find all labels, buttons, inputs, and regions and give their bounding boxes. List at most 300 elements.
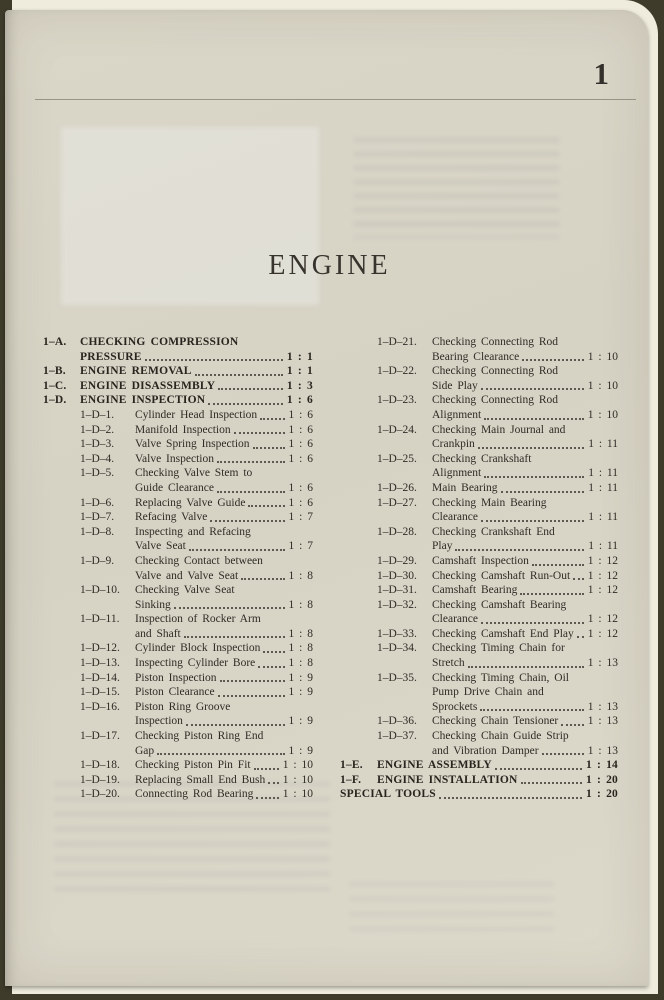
toc-entry-text: Replacing Valve Guide xyxy=(135,496,246,509)
toc-line xyxy=(43,787,313,802)
toc-entry-text: PRESSURE xyxy=(80,350,142,363)
toc-entry-text: Checking Connecting Rod xyxy=(432,365,559,378)
toc-line xyxy=(340,583,618,598)
toc-entry-text: CHECKING COMPRESSION xyxy=(80,336,239,348)
toc-entry-text: Inspecting and Refacing xyxy=(135,525,251,538)
toc-entry-text: Valve Seat xyxy=(135,540,186,553)
toc-entry-text: ENGINE INSTALLATION xyxy=(377,773,518,786)
toc-entry-text: ENGINE REMOVAL xyxy=(80,365,192,378)
toc-entry xyxy=(43,452,313,467)
toc-entry-label: 1–D–22. xyxy=(377,365,417,378)
toc-line xyxy=(340,437,618,452)
toc-entry-text: Cylinder Block Inspection xyxy=(135,642,261,655)
toc-entry-text: Alignment xyxy=(432,408,482,421)
toc-entry-text: Play xyxy=(432,540,453,553)
toc-line xyxy=(340,379,618,394)
toc-entry-text: Bearing Clearance xyxy=(432,350,520,363)
toc-entry-label: 1–D–17. xyxy=(80,730,120,743)
toc-page-ref: 1 : 12 xyxy=(587,554,618,567)
toc-line xyxy=(43,350,313,365)
dot-leader xyxy=(561,724,584,726)
toc-entry xyxy=(43,656,313,671)
toc-line xyxy=(43,714,313,729)
dot-leader xyxy=(577,636,584,638)
toc-page-ref: 1 : 6 xyxy=(288,438,313,451)
dot-leader xyxy=(145,359,283,361)
toc-entry-text: Valve and Valve Seat xyxy=(135,569,239,582)
dot-leader xyxy=(480,709,583,711)
dot-leader xyxy=(501,491,585,493)
toc-entry-label: 1–D–21. xyxy=(377,336,417,348)
dot-leader xyxy=(258,666,284,668)
toc-entry xyxy=(340,773,618,788)
toc-entry-label: 1–B. xyxy=(43,365,66,378)
toc-entry-label: 1–D–31. xyxy=(377,584,417,597)
toc-entry-text: Sprockets xyxy=(432,700,478,713)
toc-entry xyxy=(43,525,313,554)
toc-entry xyxy=(340,641,618,670)
toc-line xyxy=(43,335,313,350)
toc-line xyxy=(340,496,618,511)
toc-line xyxy=(340,452,618,467)
toc-page-ref: 1 : 14 xyxy=(585,759,618,772)
toc-entry xyxy=(340,569,618,584)
toc-page-ref: 1 : 12 xyxy=(587,584,618,597)
toc-entry-label: 1–D–20. xyxy=(80,788,120,801)
toc-entry-text: Checking Camshaft Run-Out xyxy=(432,569,571,582)
toc-line xyxy=(340,481,618,496)
toc-line xyxy=(43,569,313,584)
toc-page-ref: 1 : 10 xyxy=(587,379,618,392)
toc-entry xyxy=(340,714,618,729)
toc-entry xyxy=(340,481,618,496)
toc-entry xyxy=(43,364,313,379)
toc-page-ref: 1 : 11 xyxy=(588,511,618,524)
toc-entry-label: 1–D–5. xyxy=(80,467,115,480)
toc-entry-label: 1–D–2. xyxy=(80,423,115,436)
dot-leader xyxy=(481,388,584,390)
dot-leader xyxy=(484,476,584,478)
toc-entry-text: Checking Main Bearing xyxy=(432,496,547,509)
toc-entry-text: Side Play xyxy=(432,379,478,392)
toc-entry-label: 1–D–35. xyxy=(377,671,417,684)
dot-leader xyxy=(157,753,284,755)
toc-page-ref: 1 : 11 xyxy=(588,540,618,553)
toc-line xyxy=(340,685,618,700)
toc-entry-label: 1–D–12. xyxy=(80,642,120,655)
toc-line xyxy=(340,335,618,350)
dot-leader xyxy=(218,695,285,697)
toc-entry-label: 1–D–7. xyxy=(80,511,115,524)
dot-leader xyxy=(263,651,284,653)
dot-leader xyxy=(217,491,285,493)
toc-page-ref: 1 : 10 xyxy=(587,408,618,421)
toc-line xyxy=(43,700,313,715)
toc-entry xyxy=(43,758,313,773)
toc-entry xyxy=(340,335,618,364)
toc-page-ref: 1 : 8 xyxy=(288,657,313,670)
toc-entry-label: 1–D–13. xyxy=(80,657,120,670)
dot-leader xyxy=(195,374,283,376)
toc-line xyxy=(340,408,618,423)
toc-page-ref: 1 : 7 xyxy=(288,511,313,524)
toc-entry-label: 1–D–23. xyxy=(377,394,417,407)
toc-line xyxy=(340,758,618,773)
dot-leader xyxy=(220,680,285,682)
toc-line xyxy=(340,700,618,715)
toc-page-ref: 1 : 6 xyxy=(288,496,313,509)
toc-line xyxy=(340,787,618,802)
toc-entry-text: Piston Inspection xyxy=(135,671,217,684)
toc-page-ref: 1 : 1 xyxy=(286,365,313,378)
toc-page-ref: 1 : 10 xyxy=(587,350,618,363)
toc-entry-text: Refacing Valve xyxy=(135,511,208,524)
toc-entry-text: Checking Chain Guide Strip xyxy=(432,730,569,743)
dot-leader xyxy=(254,768,279,770)
toc-line xyxy=(340,671,618,686)
toc-entry xyxy=(43,408,313,423)
toc-entry-text: Checking Connecting Rod xyxy=(432,336,559,348)
dot-leader xyxy=(268,782,279,784)
dot-leader xyxy=(573,578,584,580)
toc-page-ref: 1 : 11 xyxy=(588,481,618,494)
toc-entry-text: Checking Chain Tensioner xyxy=(432,715,559,728)
toc-page-ref: 1 : 13 xyxy=(587,715,618,728)
dot-leader xyxy=(260,418,284,420)
toc-entry-text: Piston Clearance xyxy=(135,686,215,699)
toc-entry xyxy=(43,510,313,525)
toc-page-ref: 1 : 1 xyxy=(286,350,313,363)
toc-line xyxy=(43,598,313,613)
toc-entry xyxy=(340,758,618,773)
toc-entry xyxy=(340,598,618,627)
toc-page-ref: 1 : 12 xyxy=(587,613,618,626)
toc-line xyxy=(43,773,313,788)
toc-line xyxy=(340,510,618,525)
toc-entry xyxy=(340,496,618,525)
toc-entry-text: Checking Timing Chain for xyxy=(432,642,565,655)
toc-entry-label: 1–D–25. xyxy=(377,452,417,465)
dot-leader xyxy=(532,564,584,566)
page-number: 1 xyxy=(593,56,610,91)
page-title: ENGINE xyxy=(268,250,391,281)
toc-entry-label: 1–A. xyxy=(43,336,67,348)
toc-page-ref: 1 : 9 xyxy=(288,686,313,699)
toc-line xyxy=(43,656,313,671)
dot-leader xyxy=(174,607,285,609)
toc-entry-label: 1–D–14. xyxy=(80,671,120,684)
toc-entry-text: Cylinder Head Inspection xyxy=(135,408,258,421)
toc-entry-label: 1–D–1. xyxy=(80,408,115,421)
toc-line xyxy=(43,408,313,423)
toc-entry xyxy=(43,393,313,408)
dot-leader xyxy=(234,432,285,434)
toc-entry-text: Checking Timing Chain, Oil xyxy=(432,671,569,684)
dot-leader xyxy=(218,388,283,390)
dot-leader xyxy=(495,768,582,770)
toc-entry xyxy=(43,773,313,788)
dot-leader xyxy=(468,666,584,668)
toc-line xyxy=(340,393,618,408)
toc-entry-text: Checking Camshaft Bearing xyxy=(432,598,567,611)
dot-leader xyxy=(208,403,283,405)
toc-entry xyxy=(43,612,313,641)
toc-line xyxy=(43,437,313,452)
toc-entry-label: 1–D–6. xyxy=(80,496,115,509)
dot-leader xyxy=(439,797,582,799)
bleed-through-ghost xyxy=(354,138,559,238)
toc-page-ref: 1 : 6 xyxy=(288,423,313,436)
toc-page-ref: 1 : 20 xyxy=(585,773,618,786)
dot-leader xyxy=(484,418,584,420)
dot-leader xyxy=(478,447,584,449)
toc-entry-text: Valve Inspection xyxy=(135,452,214,465)
toc-entry xyxy=(340,729,618,758)
toc-entry-label: 1–D–26. xyxy=(377,481,417,494)
toc-entry xyxy=(43,335,313,364)
toc-line xyxy=(43,744,313,759)
toc-entry-text: Checking Valve Seat xyxy=(135,584,235,597)
toc-line xyxy=(43,583,313,598)
toc-entry-text: Sinking xyxy=(135,598,171,611)
toc-entry-text: Manifold Inspection xyxy=(135,423,231,436)
toc-line xyxy=(340,466,618,481)
toc-line xyxy=(43,539,313,554)
toc-line xyxy=(43,641,313,656)
toc-entry xyxy=(43,583,313,612)
dot-leader xyxy=(481,520,584,522)
toc-line xyxy=(43,510,313,525)
toc-entry-text: Checking Piston Ring End xyxy=(135,730,264,743)
toc-entry xyxy=(43,466,313,495)
toc-line xyxy=(340,641,618,656)
toc-page-ref: 1 : 6 xyxy=(288,481,313,494)
toc-line xyxy=(340,714,618,729)
toc-line xyxy=(43,393,313,408)
toc-entry-text: Checking Camshaft End Play xyxy=(432,627,574,640)
toc-entry-label: 1–D–3. xyxy=(80,438,115,451)
toc-line xyxy=(43,627,313,642)
toc-page-ref: 1 : 11 xyxy=(588,438,618,451)
toc-entry-text: Inspection of Rocker Arm xyxy=(135,613,261,626)
toc-page-ref: 1 : 6 xyxy=(288,408,313,421)
toc-page-ref: 1 : 10 xyxy=(282,759,313,772)
toc-page-ref: 1 : 20 xyxy=(585,788,618,801)
toc-entry-text: Checking Crankshaft xyxy=(432,452,532,465)
toc-entry-label: 1–D–9. xyxy=(80,554,115,567)
toc-line xyxy=(340,350,618,365)
toc-entry-text: Checking Contact between xyxy=(135,554,263,567)
toc-entry-text: Main Bearing xyxy=(432,481,498,494)
toc-entry-label: 1–D–8. xyxy=(80,525,115,538)
toc-entry-label: 1–D–36. xyxy=(377,715,417,728)
dot-leader xyxy=(256,797,278,799)
toc-entry-text: Stretch xyxy=(432,657,465,670)
dot-leader xyxy=(253,447,285,449)
dot-leader xyxy=(520,593,583,595)
toc-entry xyxy=(340,627,618,642)
dot-leader xyxy=(521,782,582,784)
toc-entry-text: Clearance xyxy=(432,511,478,524)
toc-line xyxy=(43,612,313,627)
toc-entry-label: 1–F. xyxy=(340,773,362,786)
toc-entry-text: Inspection xyxy=(135,715,183,728)
toc-entry xyxy=(43,554,313,583)
toc-entry-text: Replacing Small End Bush xyxy=(135,773,266,786)
toc-line xyxy=(43,481,313,496)
toc-entry-label: 1–D–4. xyxy=(80,452,115,465)
toc-entry-label: 1–D–34. xyxy=(377,642,417,655)
toc-entry-label: 1–D–19. xyxy=(80,773,120,786)
toc-entry-text: Valve Spring Inspection xyxy=(135,438,250,451)
toc-line xyxy=(340,612,618,627)
toc-line xyxy=(43,671,313,686)
toc-line xyxy=(340,364,618,379)
toc-page-ref: 1 : 13 xyxy=(587,700,618,713)
toc-line xyxy=(340,598,618,613)
toc-page-ref: 1 : 13 xyxy=(587,657,618,670)
toc-entry-text: Checking Piston Pin Fit xyxy=(135,759,251,772)
toc-column-left xyxy=(43,335,313,802)
toc-entry-text: ENGINE DISASSEMBLY xyxy=(80,379,216,392)
toc-line xyxy=(43,729,313,744)
toc-entry xyxy=(43,379,313,394)
toc-entry xyxy=(340,393,618,422)
dot-leader xyxy=(210,520,284,522)
toc-page-ref: 1 : 9 xyxy=(288,715,313,728)
dot-leader xyxy=(481,622,584,624)
toc-entry xyxy=(43,671,313,686)
toc-entry-label: 1–D. xyxy=(43,394,67,407)
toc-line xyxy=(43,758,313,773)
toc-page-ref: 1 : 9 xyxy=(288,671,313,684)
toc-line xyxy=(43,364,313,379)
toc-entry-text: Piston Ring Groove xyxy=(135,700,231,713)
toc-page-ref: 1 : 9 xyxy=(288,744,313,757)
toc-line xyxy=(340,539,618,554)
toc-entry-text: ENGINE INSPECTION xyxy=(80,394,206,407)
toc-entry-label: 1–D–30. xyxy=(377,569,417,582)
toc-entry-text: Connecting Rod Bearing xyxy=(135,788,254,801)
toc-entry-label: 1–D–32. xyxy=(377,598,417,611)
toc-entry-text: Camshaft Inspection xyxy=(432,554,529,567)
header-rule xyxy=(35,99,636,100)
toc-entry xyxy=(340,583,618,598)
toc-page-ref: 1 : 10 xyxy=(282,773,313,786)
toc-page-ref: 1 : 8 xyxy=(288,642,313,655)
toc-entry xyxy=(43,787,313,802)
toc-entry-label: 1–E. xyxy=(340,759,363,772)
toc-line xyxy=(340,627,618,642)
toc-line xyxy=(340,525,618,540)
toc-entry xyxy=(340,452,618,481)
toc-entry-text: Inspecting Cylinder Bore xyxy=(135,657,256,670)
dot-leader xyxy=(189,549,285,551)
toc-entry xyxy=(340,671,618,715)
dot-leader xyxy=(184,636,285,638)
toc-page-ref: 1 : 8 xyxy=(288,627,313,640)
toc-entry-text: Camshaft Bearing xyxy=(432,584,518,597)
toc-entry-text: Checking Valve Stem to xyxy=(135,467,253,480)
toc-entry-text: Clearance xyxy=(432,613,478,626)
toc-page-ref: 1 : 10 xyxy=(282,788,313,801)
toc-line xyxy=(43,554,313,569)
dot-leader xyxy=(217,461,285,463)
toc-page-ref: 1 : 6 xyxy=(288,452,313,465)
toc-entry-label: 1–D–16. xyxy=(80,700,120,713)
dot-leader xyxy=(186,724,285,726)
toc-page-ref: 1 : 8 xyxy=(288,569,313,582)
toc-entry-text: and Vibration Damper xyxy=(432,744,539,757)
toc-line xyxy=(43,452,313,467)
toc-entry-text: SPECIAL TOOLS xyxy=(340,788,436,801)
toc-entry-label: 1–D–33. xyxy=(377,627,417,640)
toc-entry xyxy=(43,437,313,452)
toc-entry xyxy=(43,700,313,729)
book-page xyxy=(5,10,648,986)
bleed-through-ghost xyxy=(349,882,554,938)
toc-entry-text: Checking Main Journal and xyxy=(432,423,566,436)
toc-page-ref: 1 : 11 xyxy=(588,467,618,480)
toc-entry-text: Guide Clearance xyxy=(135,481,214,494)
toc-entry xyxy=(340,364,618,393)
dot-leader xyxy=(522,359,584,361)
dot-leader xyxy=(542,753,584,755)
toc-entry-text: Pump Drive Chain and xyxy=(432,686,544,699)
toc-line xyxy=(43,525,313,540)
toc-page-ref: 1 : 12 xyxy=(587,569,618,582)
toc-page-ref: 1 : 7 xyxy=(288,540,313,553)
toc-line xyxy=(43,685,313,700)
toc-entry xyxy=(43,729,313,758)
dot-leader xyxy=(455,549,584,551)
toc-entry-label: 1–D–24. xyxy=(377,423,417,436)
toc-entry-text: and Shaft xyxy=(135,627,181,640)
toc-line xyxy=(340,554,618,569)
toc-entry-label: 1–D–28. xyxy=(377,525,417,538)
toc-page-ref: 1 : 6 xyxy=(286,394,313,407)
toc-entry-text: Checking Crankshaft End xyxy=(432,525,555,538)
toc-page-ref: 1 : 8 xyxy=(288,598,313,611)
toc-entry-label: 1–D–18. xyxy=(80,759,120,772)
toc-line xyxy=(340,656,618,671)
toc-entry xyxy=(340,554,618,569)
toc-line xyxy=(340,729,618,744)
toc-line xyxy=(43,496,313,511)
toc-entry-label: 1–D–10. xyxy=(80,584,120,597)
dot-leader xyxy=(248,505,284,507)
toc-entry xyxy=(43,423,313,438)
toc-line xyxy=(43,379,313,394)
toc-entry-text: Checking Connecting Rod xyxy=(432,394,559,407)
toc-entry xyxy=(340,525,618,554)
toc-column-right xyxy=(340,335,618,802)
toc-entry-label: 1–D–27. xyxy=(377,496,417,509)
toc-entry xyxy=(340,787,618,802)
toc-entry xyxy=(43,685,313,700)
toc-entry-label: 1–D–11. xyxy=(80,613,120,626)
toc-page-ref: 1 : 3 xyxy=(286,379,313,392)
toc-entry xyxy=(340,423,618,452)
toc-line xyxy=(43,423,313,438)
toc-entry-label: 1–D–15. xyxy=(80,686,120,699)
toc-entry-label: 1–D–29. xyxy=(377,554,417,567)
toc-line xyxy=(340,744,618,759)
toc-entry-label: 1–C. xyxy=(43,379,67,392)
toc-line xyxy=(43,466,313,481)
toc-line xyxy=(340,773,618,788)
toc-page-ref: 1 : 13 xyxy=(587,744,618,757)
